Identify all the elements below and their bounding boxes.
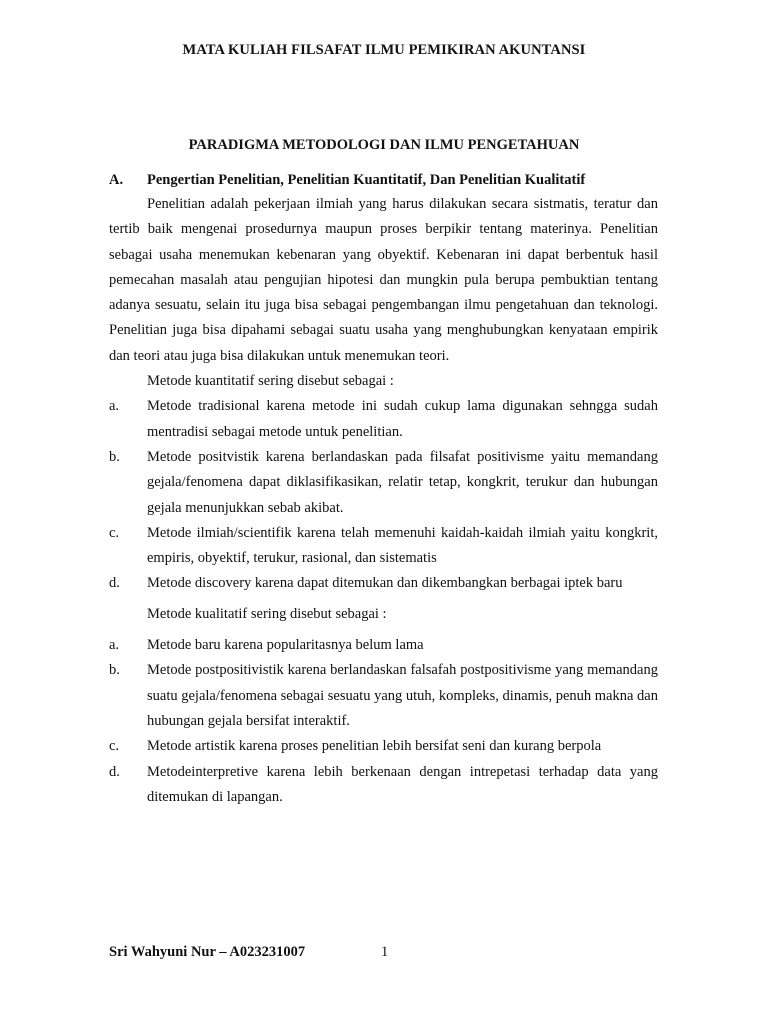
page-number: 1 [381, 944, 389, 960]
list-item [109, 658, 658, 734]
list-item [109, 760, 658, 811]
document-body [109, 168, 658, 810]
intro-paragraph: Penelitian adalah pekerjaan ilmiah yang harus dilakukan secara sistmatis, teratur dan tertib baik mengenai prosedurnya maupun proses berpikir tentang materinya. Penelitian sebagai usaha menemukan kebenaran yang obyektif. Kebenaran ini dapat berbentuk hasil pemecahan masalah atau pengujian hipotesi dan mungkin pula berupa pembuktian tentang adanya sesuatu, selain itu juga bisa sebagai pengembangan ilmu pengetahuan dan teknologi. Penelitian juga bisa dipahami sebagai suatu usaha yang menghubungkan kenyataan empirik dan teori atau juga bisa dilakukan untuk menemukan teori. [109, 196, 658, 364]
footer-author: Sri Wahyuni Nur – A023231007 [109, 944, 306, 960]
qualitative-intro: Metode kualitatif sering disebut sebagai : [147, 605, 387, 622]
list-text: Metode baru karena popularitasnya belum lama [147, 637, 424, 654]
list-marker: a. [109, 398, 120, 415]
quantitative-intro: Metode kuantitatif sering disebut sebagai : [147, 373, 394, 390]
list-marker: b. [109, 448, 120, 465]
quantitative-list [109, 394, 658, 596]
list-item [109, 394, 658, 445]
list-marker: b. [109, 662, 120, 679]
list-item [109, 521, 658, 572]
subsection-letter: A. [109, 172, 124, 188]
list-marker: d. [109, 575, 120, 592]
list-marker: a. [109, 637, 120, 654]
list-text: Metode ilmiah/scientifik karena telah memenuhi kaidah-kaidah ilmiah yaitu kongkrit, empiris, obyektif, terukur, rasional, dan sistematis [147, 524, 658, 567]
list-item [109, 571, 658, 596]
list-item [109, 633, 658, 658]
qualitative-list [109, 633, 658, 810]
section-title: PARADIGMA METODOLOGI DAN ILMU PENGETAHUAN [188, 137, 580, 153]
list-text: Metode tradisional karena metode ini sudah cukup lama digunakan sehngga sudah mentradisi sebagai metode untuk penelitian. [147, 398, 658, 440]
list-text: Metode positvistik karena berlandaskan pada filsafat positivisme yaitu memandang gejala/fenomena dapat diklasifikasikan, relatir tetap, kongkrit, terukur dan hubungan gejala menunjukkan sebab akibat. [147, 448, 658, 516]
list-item [109, 445, 658, 521]
list-marker: c. [109, 524, 120, 541]
document-header-title: MATA KULIAH FILSAFAT ILMU PEMIKIRAN AKUNTANSI [182, 42, 586, 58]
list-text: Metodeinterpretive karena lebih berkenaan dengan intrepetasi terhadap data yang ditemukan di lapangan. [147, 763, 658, 805]
list-text: Metode postpositivistik karena berlandaskan falsafah postpositivisme yang memandang suatu gejala/fenomena sebagai sesuatu yang utuh, kompleks, dinamis, penuh makna dan hubungan gejala bersifat interaktif. [147, 662, 658, 729]
list-item [109, 734, 658, 759]
list-marker: c. [109, 738, 120, 755]
subsection-title: Pengertian Penelitian, Penelitian Kuantitatif, Dan Penelitian Kualitatif [147, 172, 586, 188]
list-text: Metode artistik karena proses penelitian lebih bersifat seni dan kurang berpola [147, 738, 602, 755]
subsection-heading [109, 168, 658, 192]
list-text: Metode discovery karena dapat ditemukan dan dikembangkan berbagai iptek baru [147, 575, 623, 592]
list-marker: d. [109, 763, 120, 780]
